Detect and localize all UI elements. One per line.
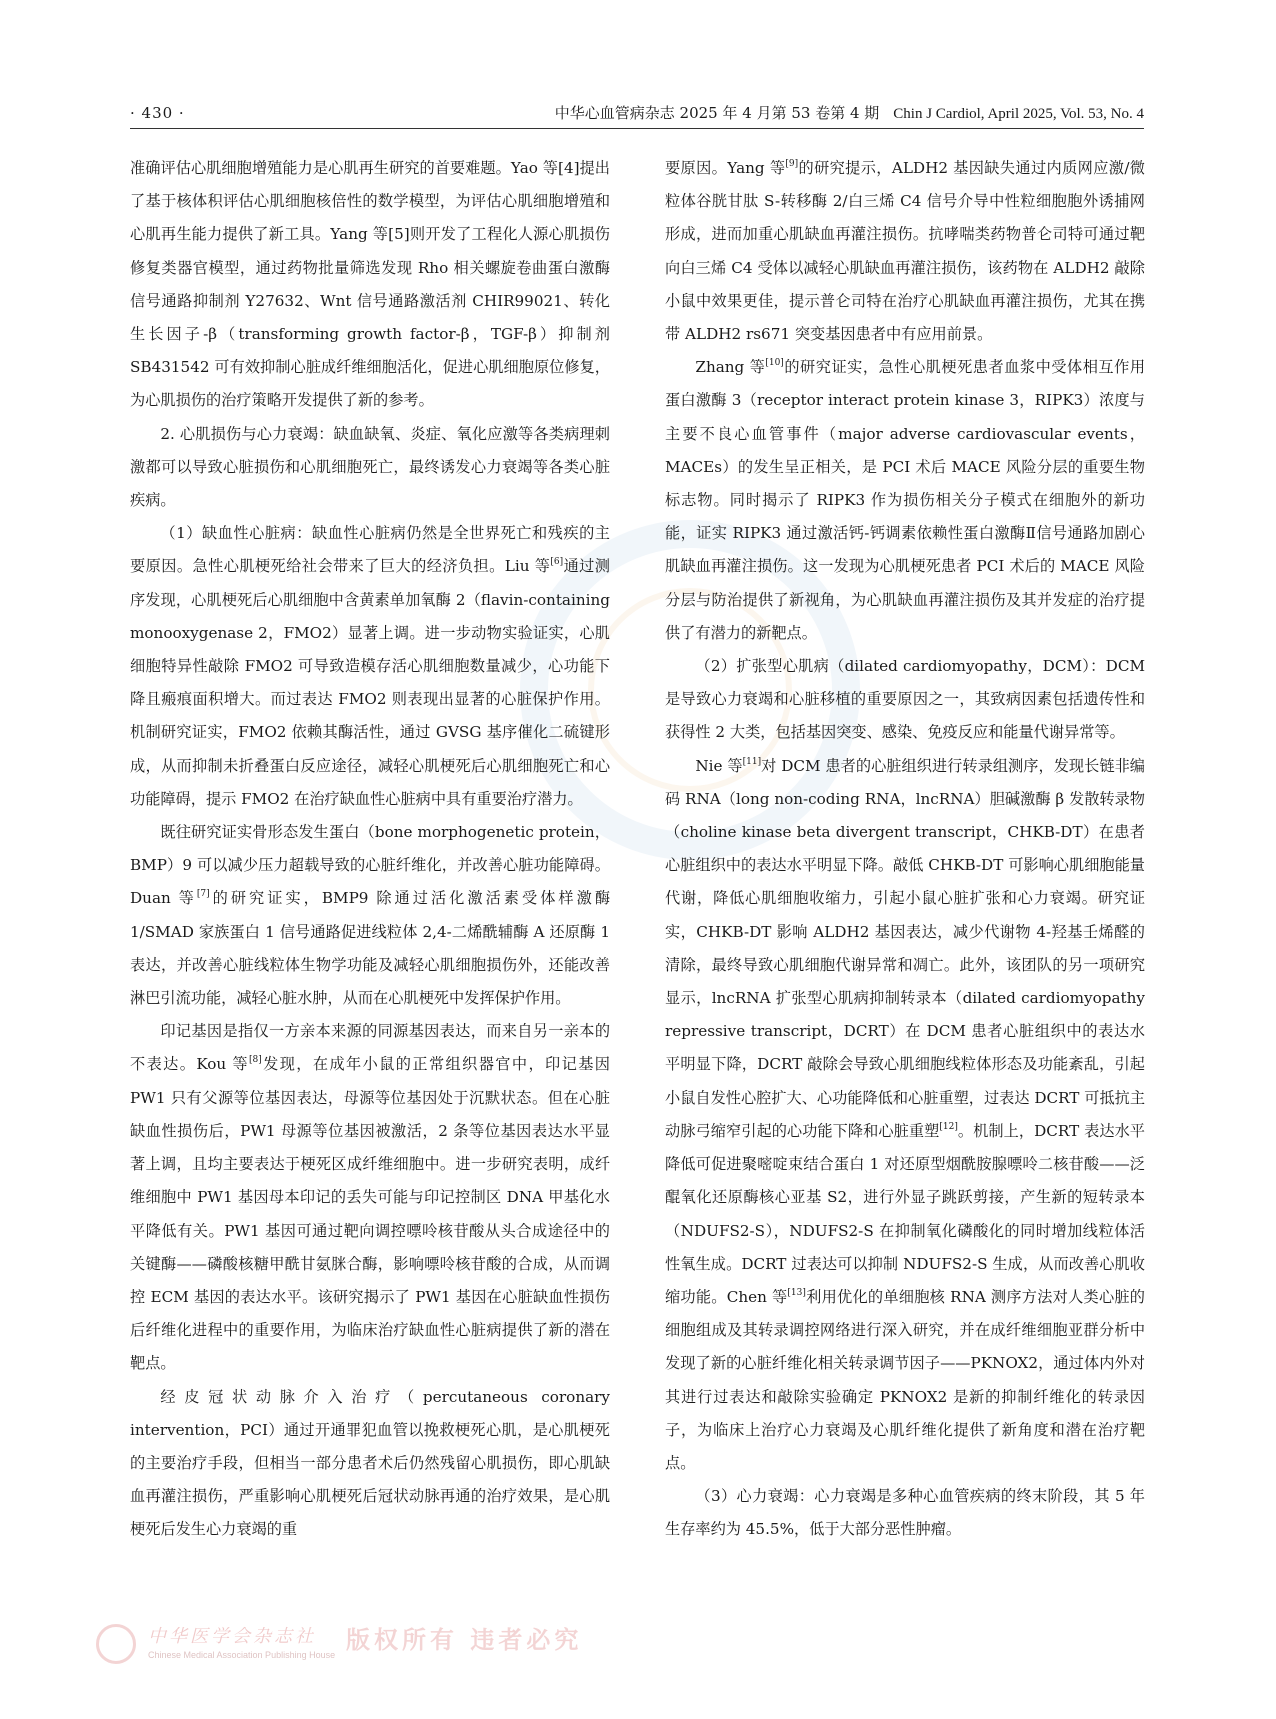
paragraph: （3）心力衰竭：心力衰竭是多种心血管疾病的终末阶段，其 5 年生存率约为 45.5%，低于大部分恶性肿瘤。 — [665, 1487, 1145, 1539]
journal-title-cn: 中华心血管病杂志 2025 年 4 月第 53 卷第 4 期 — [554, 104, 880, 122]
publisher-seal-icon — [96, 1624, 136, 1664]
journal-citation — [555, 98, 1144, 129]
paragraph: 既往研究证实骨形态发生蛋白（bone morphogenetic protein，BMP）9 可以减少压力超载导致的心脏纤维化，并改善心脏功能障碍。Duan 等[7]的研究证实，BMP9 除通过活化激活素受体样激酶 1/SMAD 家族蛋白 1 信号通路促进线粒体 2,4-二烯酰辅酶 A 还原酶 1 表达，并改善心脏线粒体生物学功能及减轻心肌细胞损伤外，还能改善淋巴引流功能，减轻心脏水肿，从而在心肌梗死中发挥保护作用。 — [130, 823, 611, 1008]
citation-ref[interactable]: [7] — [196, 889, 210, 900]
publisher-name-cn: 中华医学会杂志社 — [148, 1626, 316, 1647]
left-column — [130, 152, 610, 1547]
page-number: · 430 · — [130, 104, 185, 122]
citation-ref[interactable]: [13] — [787, 1287, 806, 1298]
publisher-name-en: Chinese Medical Association Publishing House — [148, 1650, 336, 1660]
paragraph: Nie 等[11]对 DCM 患者的心脏组织进行转录组测序，发现长链非编码 RNA（long non-coding RNA，lncRNA）胆碱激酶 β 发散转录物（choline kinase beta divergent transcript，CHKB-DT）在患者心脏组织中的表达水平明显下降。敲低 CHKB-DT 可影响心肌细胞能量代谢，降低心肌细胞收缩力，引起小鼠心脏扩张和心力衰竭。研究证实，CHKB-DT 影响 ALDH2 基因表达，减少代谢物 4-羟基壬烯醛的清除，最终导致心肌细胞代谢异常和凋亡。此外，该团队的另一项研究显示，lncRNA 扩张型心肌病抑制转录本（dilated cardiomyopathy repressive transcript，DCRT）在 DCM 患者心脏组织中的表达水平明显下降，DCRT 敲除会导致心肌细胞线粒体形态及功能紊乱，引起小鼠自发性心腔扩大、心功能降低和心脏重塑，过表达 DCRT 可抵抗主动脉弓缩窄引起的心功能下降和心脏重塑[12]。机制上，DCRT 表达水平降低可促进聚嘧啶束结合蛋白 1 对还原型烟酰胺腺嘌呤二核苷酸——泛醌氧化还原酶核心亚基 S2，进行外显子跳跃剪接，产生新的短转录本（NDUFS2-S），NDUFS2-S 在抑制氧化磷酸化的同时增加线粒体活性氧生成。DCRT 过表达可以抑制 NDUFS2-S 生成，从而改善心肌收缩功能。Chen 等[13]利用优化的单细胞核 RNA 测序方法对人类心脏的细胞组成及其转录调控网络进行深入研究，并在成纤维细胞亚群分析中发现了新的心脏纤维化相关转录调节因子——PKNOX2，通过体内外对其进行过表达和敲除实验确定 PKNOX2 是新的抑制纤维化的转录因子，为临床上治疗心力衰竭及心肌纤维化提供了新角度和潜在治疗靶点。 — [665, 756, 1146, 1472]
citation-ref[interactable]: [12] — [939, 1121, 958, 1132]
copyright-notice: 版权所有 违者必究 — [346, 1625, 583, 1654]
citation-ref[interactable]: [9] — [785, 159, 799, 169]
paragraph: （2）扩张型心肌病（dilated cardiomyopathy，DCM）：DCM 是导致心力衰竭和心脏移植的重要原因之一，其致病因素包括遗传性和获得性 2 大类，包括基因突变、感染、免疫反应和能量代谢异常等。 — [665, 657, 1145, 742]
journal-title-en: Chin J Cardiol, April 2025, Vol. 53, No. 4 — [893, 106, 1144, 122]
citation-ref[interactable]: [10] — [765, 358, 784, 369]
paragraph: 准确评估心肌细胞增殖能力是心肌再生研究的首要难题。Yao 等[4]提出了基于核体积评估心肌细胞核倍性的数学模型，为评估心肌细胞增殖和心肌再生能力提供了新工具。Yang 等[5]则开发了工程化人源心肌损伤修复类器官模型，通过药物批量筛选发现 Rho 相关螺旋卷曲蛋白激酶信号通路抑制剂 Y27632、Wnt 信号通路激活剂 CHIR99021、转化生长因子-β（transforming growth factor-β，TGF-β）抑制剂 SB431542 可有效抑制心脏成纤维细胞活化，促进心肌细胞原位修复，为心肌损伤的治疗策略开发提供了新的参考。 — [130, 159, 610, 410]
paragraph: 印记基因是指仅一方亲本来源的同源基因表达，而来自另一亲本的不表达。Kou 等[8]发现，在成年小鼠的正常组织器官中，印记基因 PW1 只有父源等位基因表达，母源等位基因处于沉默状态。但在心脏缺血性损伤后，PW1 母源等位基因被激活，2 条等位基因表达水平显著上调，且均主要表达于梗死区成纤维细胞中。进一步研究表明，成纤维细胞中 PW1 基因母本印记的丢失可能与印记控制区 DNA 甲基化水平降低有关。PW1 基因可通过靶向调控嘌呤核苷酸从头合成途径中的关键酶——磷酸核糖甲酰甘氨脒合酶，影响嘌呤核苷酸的合成，从而调控 ECM 基因的表达水平。该研究揭示了 PW1 基因在心脏缺血性损伤后纤维化进程中的重要作用，为临床治疗缺血性心脏病提供了新的潜在靶点。 — [130, 1022, 610, 1373]
paragraph: Zhang 等[10]的研究证实，急性心肌梗死患者血浆中受体相互作用蛋白激酶 3（receptor interact protein kinase 3，RIPK3）浓度与主要不良心血管事件（major adverse cardiovascular events，MACEs）的发生呈正相关，是 PCI 术后 MACE 风险分层的重要生物标志物。同时揭示了 RIPK3 作为损伤相关分子模式在细胞外的新功能，证实 RIPK3 通过激活钙-钙调素依赖性蛋白激酶Ⅱ信号通路加剧心肌缺血再灌注损伤。这一发现为心肌梗死患者 PCI 术后的 MACE 风险分层与防治提供了新视角，为心肌缺血再灌注损伤及其并发症的治疗提供了有潜力的新靶点。 — [665, 358, 1145, 642]
publisher-watermark — [96, 1618, 656, 1678]
paragraph: 经皮冠状动脉介入治疗（percutaneous coronary intervention，PCI）通过开通罪犯血管以挽救梗死心肌，是心肌梗死的主要治疗手段，但相当一部分患者术后仍然残留心肌损伤，即心肌缺血再灌注损伤，严重影响心肌梗死后冠状动脉再通的治疗效果，是心肌梗死后发生心力衰竭的重 — [130, 1387, 610, 1539]
paragraph: 2. 心肌损伤与心力衰竭：缺血缺氧、炎症、氧化应激等各类病理刺激都可以导致心脏损伤和心肌细胞死亡，最终诱发心力衰竭等各类心脏疾病。 — [130, 424, 610, 510]
citation-ref[interactable]: [11] — [742, 756, 762, 767]
citation-ref[interactable]: [6] — [550, 557, 564, 568]
paragraph: （1）缺血性心脏病：缺血性心脏病仍然是全世界死亡和残疾的主要原因。急性心肌梗死给社会带来了巨大的经济负担。Liu 等[6]通过测序发现，心肌梗死后心肌细胞中含黄素单加氧酶 2（flavin-containing monooxygenase 2，FMO2）显著上调。进一步动物实验证实，心肌细胞特异性敲除 FMO2 可导致造模存活心肌细胞数量减少，心功能下降且瘢痕面积增大。而过表达 FMO2 则表现出显著的心脏保护作用。机制研究证实，FMO2 依赖其酶活性，通过 GVSG 基序催化二硫键形成，从而抑制未折叠蛋白反应途径，减轻心肌梗死后心肌细胞死亡和心功能障碍，提示 FMO2 在治疗缺血性心脏病中具有重要治疗潜力。 — [130, 524, 610, 808]
running-header — [130, 98, 1144, 129]
paragraph: 要原因。Yang 等[9]的研究提示，ALDH2 基因缺失通过内质网应激/微粒体谷胱甘肽 S-转移酶 2/白三烯 C4 信号介导中性粒细胞胞外诱捕网形成，进而加重心肌缺血再灌注损伤。抗哮喘类药物普仑司特可通过靶向白三烯 C4 受体以减轻心肌缺血再灌注损伤，该药物在 ALDH2 敲除小鼠中效果更佳，提示普仑司特在治疗心肌缺血再灌注损伤，尤其在携带 ALDH2 rs671 突变基因患者中有应用前景。 — [665, 159, 1145, 344]
citation-ref[interactable]: [8] — [249, 1055, 262, 1066]
right-column — [665, 152, 1145, 1547]
